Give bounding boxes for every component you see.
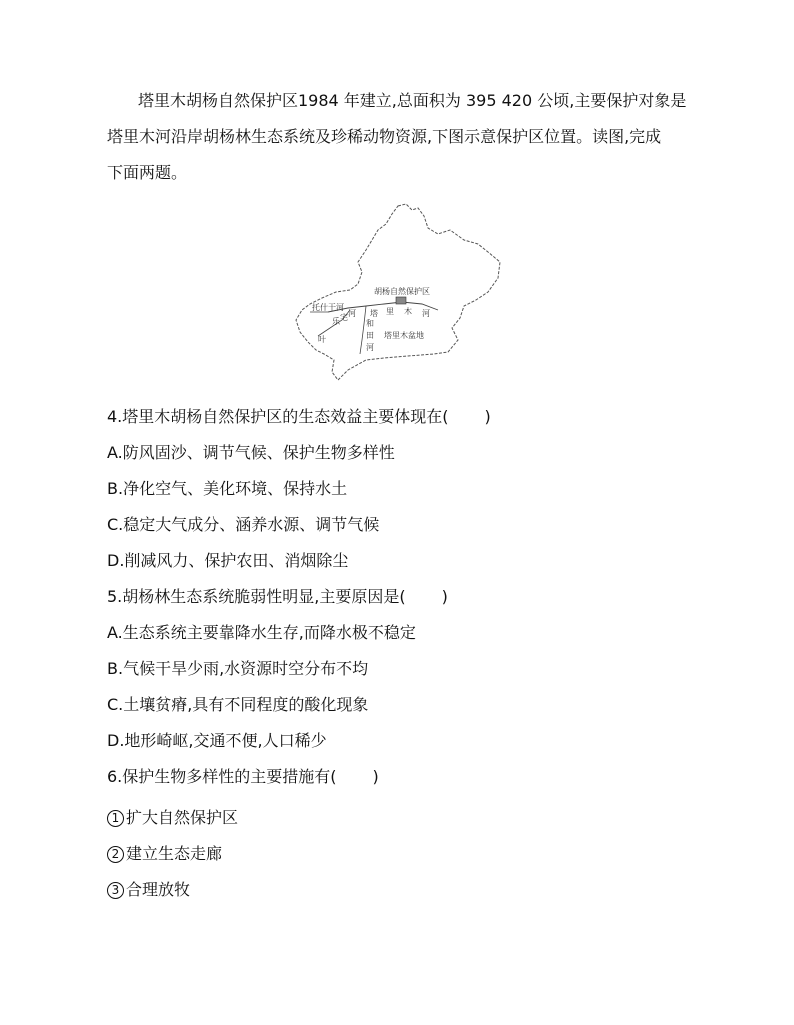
- river-hotan-3: 河: [366, 343, 374, 352]
- reserve-marker: [396, 297, 406, 304]
- item-number-circle: 3: [107, 882, 124, 899]
- question-6-item-3: 3 合理放牧: [107, 877, 190, 900]
- river-hotan-2: 田: [366, 331, 374, 340]
- question-4-stem: 4.塔里木胡杨自然保护区的生态效益主要体现在( ): [107, 407, 491, 426]
- river-other-1: 乐: [332, 317, 340, 326]
- yarkand-label: 叶: [318, 335, 326, 344]
- river-other-2: 宅: [340, 313, 348, 322]
- question-4-option-b: B.净化空气、美化环境、保持水土: [107, 479, 348, 498]
- river-hotan-1: 和: [366, 319, 374, 328]
- question-4-option-c: C.稳定大气成分、涵养水源、调节气候: [107, 515, 380, 534]
- item-number-circle: 1: [107, 810, 124, 827]
- question-4-option-a: A.防风固沙、调节气候、保护生物多样性: [107, 443, 395, 462]
- river-tarim-1: 塔: [370, 309, 378, 318]
- river-tarim-3: 木: [404, 307, 412, 316]
- river-tarim-2: 里: [386, 307, 394, 316]
- intro-line-3: 下面两题。: [107, 163, 188, 182]
- question-6-item-2: 2 建立生态走廊: [107, 841, 222, 864]
- river-tarim-4: 河: [422, 309, 430, 318]
- question-5-option-c: C.土壤贫瘠,具有不同程度的酸化现象: [107, 695, 369, 714]
- intro-line-2: 塔里木河沿岸胡杨林生态系统及珍稀动物资源,下图示意保护区位置。读图,完成: [107, 127, 662, 146]
- question-5-option-b: B.气候干旱少雨,水资源时空分布不均: [107, 659, 369, 678]
- question-5-option-a: A.生态系统主要靠降水生存,而降水极不稳定: [107, 623, 416, 642]
- kashgar-river-label: 托什干河: [312, 303, 344, 312]
- question-6-stem: 6.保护生物多样性的主要措施有( ): [107, 767, 379, 786]
- question-5-option-d: D.地形崎岖,交通不便,人口稀少: [107, 731, 327, 750]
- question-6-item-1: 1 扩大自然保护区: [107, 805, 238, 828]
- intro-line-1: 塔里木胡杨自然保护区1984 年建立,总面积为 395 420 公顷,主要保护对象是: [138, 91, 687, 110]
- item-number-circle: 2: [107, 846, 124, 863]
- question-5-stem: 5.胡杨林生态系统脆弱性明显,主要原因是( ): [107, 587, 448, 606]
- river-other-3: 河: [348, 309, 356, 318]
- reserve-location-map: [288, 200, 508, 390]
- question-4-option-d: D.削减风力、保护农田、消烟除尘: [107, 551, 349, 570]
- reserve-label: 胡杨自然保护区: [374, 287, 430, 296]
- basin-label: 塔里木盆地: [384, 331, 424, 340]
